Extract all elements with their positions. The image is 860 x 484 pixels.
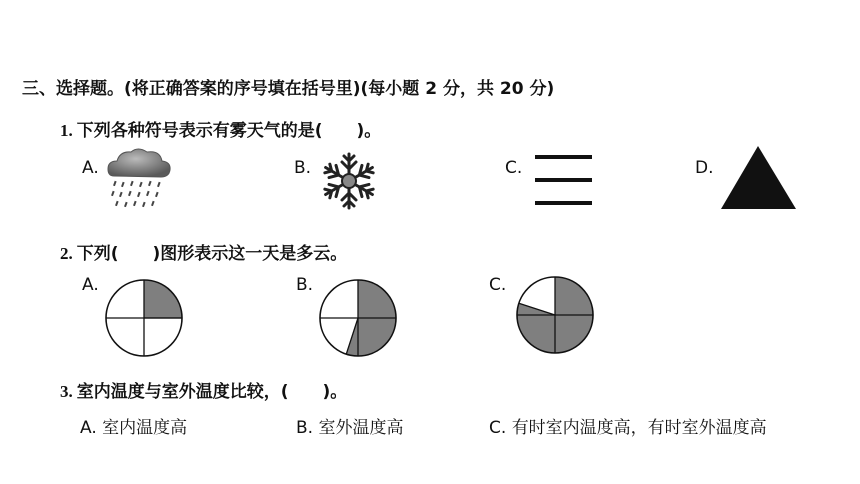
q1-option-d-label[interactable]: D. <box>695 158 714 178</box>
q3-option-b-text: 室外温度高 <box>318 418 404 438</box>
q3-option-c[interactable] <box>489 413 767 438</box>
q3-option-b[interactable] <box>296 413 403 438</box>
rain-cloud-icon[interactable] <box>104 146 174 212</box>
question-3 <box>60 377 347 402</box>
cloud-cover-circle-c[interactable] <box>515 275 595 355</box>
q3-option-c-label: C. <box>489 418 507 438</box>
q3-option-a[interactable] <box>80 413 187 438</box>
q3-option-a-text: 室内温度高 <box>102 418 188 438</box>
q1-option-b-label[interactable]: B. <box>294 158 312 178</box>
question-1-text: 下列各种符号表示有雾天气的是( )。 <box>76 121 382 141</box>
q3-option-a-label: A. <box>80 418 97 438</box>
cloud-cover-circle-b[interactable] <box>318 278 398 358</box>
q2-option-b-label[interactable]: B. <box>296 275 314 295</box>
question-3-number: 3. <box>60 382 73 401</box>
black-triangle-icon[interactable] <box>720 145 798 211</box>
snowflake-icon[interactable] <box>318 150 380 212</box>
question-2-text: 下列( )图形表示这一天是多云。 <box>76 244 348 264</box>
q2-option-c-label[interactable]: C. <box>489 275 507 295</box>
fog-lines-icon[interactable] <box>535 154 593 206</box>
cloud-cover-circle-a[interactable] <box>104 278 184 358</box>
q1-option-a-label[interactable]: A. <box>82 158 99 178</box>
question-2 <box>60 239 347 264</box>
question-1-number: 1. <box>60 121 73 140</box>
q3-option-c-text: 有时室内温度高，有时室外温度高 <box>511 418 767 438</box>
question-2-number: 2. <box>60 244 73 263</box>
question-1 <box>60 116 381 141</box>
q1-option-c-label[interactable]: C. <box>505 158 523 178</box>
q3-option-b-label: B. <box>296 418 314 438</box>
q2-option-a-label[interactable]: A. <box>82 275 99 295</box>
question-3-text: 室内温度与室外温度比较，( )。 <box>76 382 348 402</box>
section-title: 三、选择题。(将正确答案的序号填在括号里)(每小题 2 分，共 20 分) <box>22 79 555 99</box>
